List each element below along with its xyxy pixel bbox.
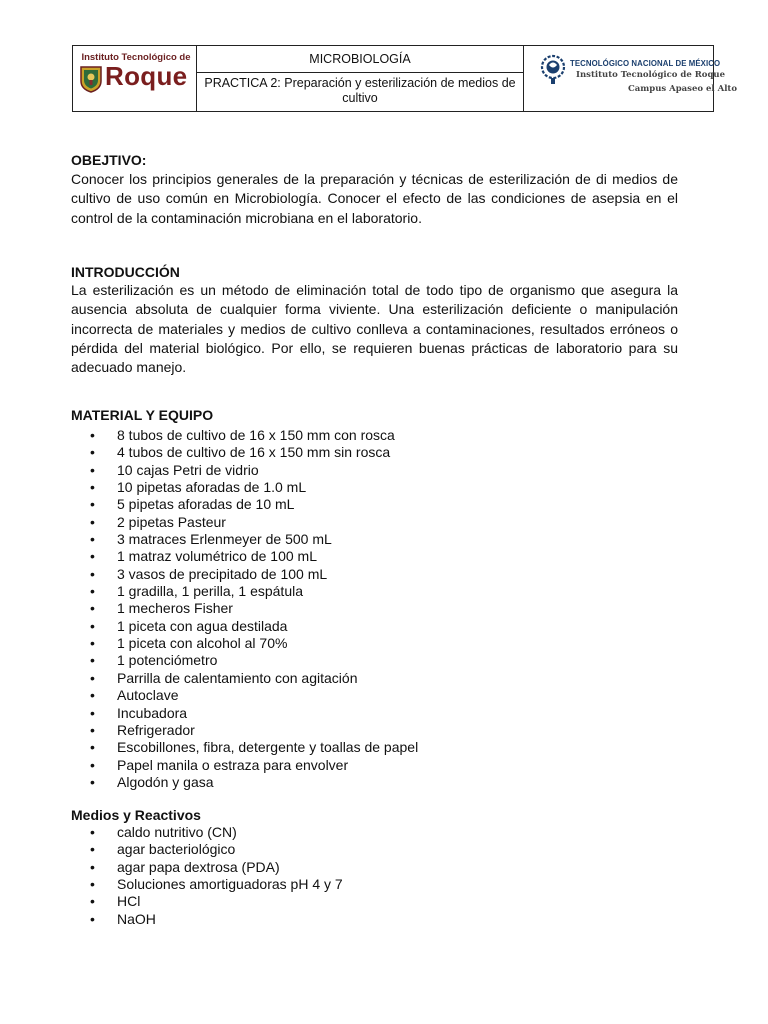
bullet-icon: • xyxy=(90,427,95,443)
left-logo xyxy=(73,46,197,111)
medios-item xyxy=(71,859,343,876)
medios-item-text: agar bacteriológico xyxy=(117,841,236,858)
material-item xyxy=(71,722,418,739)
material-list xyxy=(71,427,418,791)
practice-title: PRACTICA 2: Preparación y esterilización de medios de cultivo xyxy=(197,73,524,111)
material-item xyxy=(71,444,418,461)
material-item xyxy=(71,618,418,635)
material-item-text: 1 mecheros Fisher xyxy=(117,600,233,617)
right-logo xyxy=(524,46,738,111)
bullet-icon: • xyxy=(90,739,95,756)
bullet-icon: • xyxy=(90,548,95,565)
material-item-text: 2 pipetas Pasteur xyxy=(117,513,226,530)
objetivo-paragraph: Conocer los principios generales de la preparación y técnicas de esterilización de di medios de cultivo de uso común en Microbiología. Conocer el efecto de las condiciones de asepsia en el control de la contaminación microbiana en el laboratorio. xyxy=(71,171,678,226)
bullet-icon: • xyxy=(90,461,95,478)
left-logo-title: Instituto Tecnológico de xyxy=(81,52,191,63)
institute-seal-icon xyxy=(79,65,103,93)
medios-item-text: caldo nutritivo (CN) xyxy=(117,824,237,840)
introduccion-heading: INTRODUCCIÓN xyxy=(71,264,180,280)
bullet-icon: • xyxy=(90,893,95,910)
medios-item xyxy=(71,824,343,841)
objetivo-heading: OBEJTIVO: xyxy=(71,152,147,168)
bullet-icon: • xyxy=(90,617,95,634)
material-item xyxy=(71,427,418,444)
material-item xyxy=(71,774,418,791)
material-item-text: Refrigerador xyxy=(117,721,195,738)
material-heading: MATERIAL Y EQUIPO xyxy=(71,407,214,423)
medios-heading: Medios y Reactivos xyxy=(71,807,201,823)
material-item xyxy=(71,479,418,496)
bullet-icon: • xyxy=(90,773,95,790)
material-item-text: 3 vasos de precipitado de 100 mL xyxy=(117,565,328,582)
right-logo-line2: Instituto Tecnológico de Roque xyxy=(576,70,725,80)
right-logo-line3: Campus Apaseo el Alto xyxy=(628,84,738,94)
bullet-icon: • xyxy=(90,479,95,496)
left-logo-name: Roque xyxy=(105,61,188,91)
material-item-text: Papel manila o estraza para envolver xyxy=(117,756,349,773)
bullet-icon: • xyxy=(90,876,95,893)
material-item-text: Algodón y gasa xyxy=(117,773,214,790)
material-item xyxy=(71,757,418,774)
material-item xyxy=(71,739,418,756)
material-item-text: Incubadora xyxy=(117,704,188,721)
bullet-icon: • xyxy=(90,669,95,686)
header-table xyxy=(72,45,738,112)
material-item-text: 3 matraces Erlenmeyer de 500 mL xyxy=(117,531,332,548)
material-item xyxy=(71,496,418,513)
medios-item-text: HCl xyxy=(117,893,141,910)
bullet-icon: • xyxy=(90,721,95,738)
bullet-icon: • xyxy=(90,910,95,927)
material-item-text: 1 matraz volumétrico de 100 mL xyxy=(117,548,317,565)
material-item xyxy=(71,652,418,669)
bullet-icon: • xyxy=(90,444,95,461)
bullet-icon: • xyxy=(90,858,95,875)
bullet-icon: • xyxy=(90,841,95,858)
bullet-icon: • xyxy=(90,635,95,652)
medios-item xyxy=(71,911,343,928)
bullet-icon: • xyxy=(90,583,95,600)
introduccion-paragraph: La esterilización es un método de eliminación total de todo tipo de organismo que asegura la ausencia absoluta de cualquier forma viviente. Una esterilización deficiente o manipulación incorrecta de materiales y medios de cultivo conlleva a contaminaciones, resultados erróneos o pérdida del material biológico. Por ello, se requieren buenas prácticas de laboratorio para su adecuado manejo. xyxy=(71,282,678,376)
medios-item xyxy=(71,893,343,910)
material-item-text: Autoclave xyxy=(117,687,179,704)
medios-item-text: NaOH xyxy=(117,910,156,927)
material-item xyxy=(71,583,418,600)
subject-title: MICROBIOLOGÍA xyxy=(197,46,524,73)
bullet-icon: • xyxy=(90,687,95,704)
bullet-icon: • xyxy=(90,704,95,721)
material-item xyxy=(71,635,418,652)
bullet-icon: • xyxy=(90,824,95,840)
material-item-text: 8 tubos de cultivo de 16 x 150 mm con rosca xyxy=(117,427,395,443)
material-item-text: 1 potenciómetro xyxy=(117,652,218,669)
material-item xyxy=(71,600,418,617)
material-item-text: Escobillones, fibra, detergente y toallas de papel xyxy=(117,739,419,756)
material-item xyxy=(71,548,418,565)
bullet-icon: • xyxy=(90,756,95,773)
material-item xyxy=(71,566,418,583)
right-logo-line1: TECNOLÓGICO NACIONAL DE MÉXICO xyxy=(570,59,721,68)
medios-item xyxy=(71,876,343,893)
material-item xyxy=(71,462,418,479)
material-item-text: 1 piceta con agua destilada xyxy=(117,617,288,634)
material-item-text: 10 pipetas aforadas de 1.0 mL xyxy=(117,479,307,496)
bullet-icon: • xyxy=(90,652,95,669)
material-item xyxy=(71,514,418,531)
tecnm-emblem-icon xyxy=(540,52,566,86)
bullet-icon: • xyxy=(90,531,95,548)
bullet-icon: • xyxy=(90,565,95,582)
material-item xyxy=(71,687,418,704)
material-item-text: 10 cajas Petri de vidrio xyxy=(117,461,259,478)
medios-item-text: Soluciones amortiguadoras pH 4 y 7 xyxy=(117,876,343,893)
material-item-text: 1 piceta con alcohol al 70% xyxy=(117,635,288,652)
material-item xyxy=(71,531,418,548)
material-item-text: Parrilla de calentamiento con agitación xyxy=(117,669,358,686)
material-item xyxy=(71,670,418,687)
material-item-text: 5 pipetas aforadas de 10 mL xyxy=(117,496,295,513)
medios-item xyxy=(71,841,343,858)
medios-item-text: agar papa dextrosa (PDA) xyxy=(117,858,280,875)
material-item xyxy=(71,705,418,722)
bullet-icon: • xyxy=(90,600,95,617)
bullet-icon: • xyxy=(90,513,95,530)
material-item-text: 1 gradilla, 1 perilla, 1 espátula xyxy=(117,583,304,600)
medios-list xyxy=(71,824,343,928)
material-item-text: 4 tubos de cultivo de 16 x 150 mm sin rosca xyxy=(117,444,391,461)
bullet-icon: • xyxy=(90,496,95,513)
